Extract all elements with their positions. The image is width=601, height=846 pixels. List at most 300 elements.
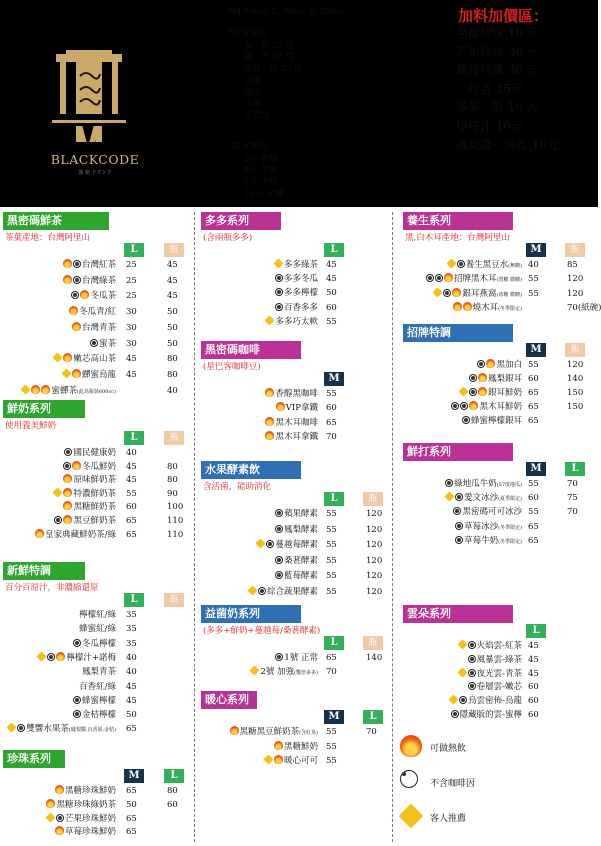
item-price-m: 65 [126, 827, 137, 838]
item-price-m: 55 [326, 756, 337, 766]
star-icon [250, 665, 260, 675]
fire-icon [469, 401, 478, 410]
item-price-m: 50 [126, 799, 137, 810]
fresh-milk-subtitle: 使用義美鮮奶 [5, 421, 57, 431]
item-price-b: 70(紙碗) [567, 302, 601, 313]
item-name: 檸檬紅/綠 [79, 610, 116, 620]
fire-icon [63, 501, 72, 510]
fire-icon [63, 353, 72, 362]
item-price-l: 45 [126, 695, 137, 706]
ice-option: 無：約 55 度 [244, 40, 295, 51]
ice-option: 正常冰 [244, 110, 270, 121]
no-caffeine-icon [73, 710, 81, 718]
menu-item [403, 415, 522, 428]
menu-item [3, 338, 116, 351]
size-header-b: 瓶 [565, 343, 585, 357]
item-name: 草莓冰沙 [464, 521, 499, 532]
item-name: 百香紅/綠 [79, 681, 116, 692]
star-icon [457, 639, 467, 649]
star-icon [446, 258, 456, 268]
item-price-l: 55 [326, 509, 337, 519]
no-caffeine-icon [457, 260, 465, 268]
fresh-special-subtitle: 百分百原汁，非濃縮還原 [5, 583, 99, 593]
yakult-banner: 多多系列 [201, 212, 281, 230]
menu-item [403, 668, 522, 681]
fire-icon [265, 417, 274, 426]
item-name: 多多冬瓜 [283, 274, 318, 285]
item-name: 多多檸檬 [283, 288, 318, 299]
item-price-m: 65 [528, 401, 539, 412]
item-note: (冬季限定) [498, 524, 522, 531]
menu-item [3, 785, 116, 798]
item-price-b: 120 [567, 288, 584, 299]
no-caffeine-icon [435, 274, 443, 282]
item-name: 卷層雲-嫩芯 [476, 682, 522, 693]
menu-item [201, 431, 318, 444]
brand-name: BLACKCODE [50, 152, 140, 167]
fire-icon [400, 735, 422, 757]
item-price-b: 85 [567, 260, 578, 270]
fire-icon [63, 474, 72, 483]
no-caffeine-icon [460, 402, 468, 410]
item-price-l: 40 [126, 448, 137, 458]
no-caffeine-icon [462, 416, 470, 424]
item-price-l: 65 [326, 653, 337, 663]
size-header-m: M [324, 710, 344, 724]
menu-item [201, 755, 318, 768]
star-icon [7, 723, 17, 733]
size-header-b: 瓶 [363, 636, 383, 650]
item-price-m: 55 [528, 274, 539, 285]
star-icon [53, 487, 63, 497]
cloud-banner: 雲朵系列 [403, 605, 513, 623]
menu-item [3, 652, 116, 665]
item-price-b: 50 [167, 338, 178, 349]
menu-item [3, 306, 116, 319]
item-price-l: 45 [126, 461, 137, 472]
item-price-l: 25 [126, 275, 137, 286]
item-price-l: 60 [528, 682, 539, 693]
menu-item [201, 417, 318, 430]
item-name: 多多綠茶 [283, 260, 318, 270]
item-price-l: 40 [126, 667, 137, 678]
menu-item [403, 654, 522, 667]
menu-item [403, 521, 522, 534]
health-banner: 養生系列 [403, 212, 513, 230]
no-caffeine-icon [468, 641, 476, 649]
addon-item: 黑糖珍珠 10 元 [456, 26, 539, 40]
menu-item [403, 695, 522, 708]
item-name: 鳳梨青茶 [81, 667, 116, 678]
no-caffeine-icon [455, 493, 463, 501]
no-caffeine-icon [275, 571, 283, 579]
item-price-l: 30 [126, 307, 137, 318]
menu-item [3, 353, 116, 366]
item-name: 招牌黑木耳 [453, 274, 497, 285]
size-header-l: L [124, 243, 144, 257]
no-caffeine-icon [275, 556, 283, 564]
no-caffeine-icon [468, 669, 476, 677]
menu-item [403, 288, 522, 301]
item-price-m: 60 [528, 493, 539, 504]
menu-item [3, 259, 116, 272]
item-name: 愛文冰沙 [464, 493, 499, 504]
item-name: 烏雲密佈-烏龍 [468, 696, 522, 707]
item-price-b: 40 [167, 385, 178, 396]
star-icon [247, 585, 257, 595]
item-name: VIP拿鐵 [285, 403, 318, 414]
item-note: (57度地瓜) [496, 482, 522, 488]
fire-icon [80, 290, 89, 299]
item-price-l: 60 [326, 302, 337, 313]
item-price-l: 70 [567, 479, 578, 489]
sweet-option: 5分-半糖 [244, 165, 278, 176]
item-price-l: 70 [366, 727, 377, 737]
addon-item: 鳳梨醬一湯匙 10元 [456, 137, 560, 152]
item-name: 黑糖黑豆鮮奶茶 [239, 727, 300, 737]
no-caffeine-icon [459, 696, 467, 704]
item-name: 黑糖珍珠鮮奶 [64, 786, 116, 796]
size-header-l: L [124, 431, 144, 445]
fresh-drinks-banner: 鮮打系列 [403, 443, 513, 461]
item-price-m: 55 [528, 288, 539, 299]
item-name: 蜂蜜檸檬銀耳 [470, 415, 522, 426]
fire-icon [452, 288, 461, 297]
no-caffeine-icon [275, 303, 283, 311]
item-price-l: 45 [326, 274, 337, 285]
fire-icon [265, 431, 274, 440]
star-icon [444, 492, 454, 502]
addon-item: 草莓珍珠 30 元 [456, 63, 539, 78]
no-caffeine-icon [63, 462, 71, 470]
no-caffeine-icon [275, 509, 283, 517]
item-price-b: 80 [167, 354, 178, 365]
fire-icon [274, 755, 283, 764]
menu-item [3, 813, 116, 826]
item-price-m: 65 [126, 786, 137, 796]
menu-item [3, 275, 116, 288]
item-price-l: 55 [326, 555, 337, 566]
coffee-banner: 黑密碼咖啡 [201, 341, 301, 359]
item-name: 黑木耳拿鐵 [275, 431, 318, 442]
item-price-l: 50 [326, 288, 337, 299]
menu-item [403, 640, 522, 653]
menu-item [3, 515, 116, 528]
no-caffeine-icon [47, 653, 55, 661]
item-price-l: 45 [326, 260, 337, 270]
item-price-l: 75 [567, 493, 578, 504]
item-price-l: 45 [126, 354, 137, 365]
legend-label: 不含咖啡因 [430, 779, 476, 789]
item-name: 蘋果酵素 [283, 509, 318, 519]
item-name: 冬瓜茶 [90, 291, 116, 302]
item-name: 火焰雲-紅茶 [476, 641, 522, 651]
item-price-l: 65 [126, 516, 137, 526]
item-price-l: 70 [326, 666, 337, 677]
enzyme-banner: 水果酵素飲 [201, 461, 301, 479]
item-name: 銀耳鮮奶 [487, 387, 522, 398]
item-note: (雙倍多多) [294, 669, 318, 676]
star-icon [449, 695, 459, 705]
no-caffeine-icon [73, 639, 81, 647]
item-price-l: 45 [126, 369, 137, 380]
no-caffeine-icon [445, 479, 453, 487]
item-note: (冰糖 微糖) [496, 291, 522, 298]
item-price-l: 65 [126, 724, 137, 735]
star-icon [37, 651, 47, 661]
star-icon [61, 368, 71, 378]
fresh-special-banner: 新鮮特調 [3, 562, 85, 580]
item-note: (黑糖 微糖) [496, 277, 522, 284]
no-caffeine-icon [477, 360, 485, 368]
menu-item [3, 461, 116, 474]
item-price-m: 60 [528, 373, 539, 384]
probiotic-banner: 益菌奶系列 [201, 605, 301, 623]
item-name: 冬瓜檸檬 [81, 638, 116, 649]
menu-item [3, 322, 116, 335]
no-caffeine-icon [275, 653, 283, 661]
menu-item [201, 388, 318, 401]
sweet-option: 7分-少糖 [244, 177, 278, 188]
menu-item [201, 741, 318, 754]
item-price-b: 90 [167, 488, 178, 499]
size-header-b: 瓶 [164, 431, 184, 445]
size-header-l: L [526, 624, 546, 638]
fire-icon [478, 373, 487, 382]
item-price-l: 55 [126, 488, 137, 499]
menu-item [3, 447, 116, 460]
size-header-l: L [164, 769, 184, 783]
menu-item [3, 799, 116, 812]
addons-title: 加料加價區： [458, 7, 549, 25]
fire-icon [72, 322, 81, 331]
no-caffeine-icon [453, 507, 461, 515]
item-name: 黑木耳鮮奶 [479, 401, 522, 412]
menu-item [201, 666, 318, 679]
fire-icon [276, 402, 285, 411]
item-price-b: 50 [167, 322, 178, 333]
no-caffeine-icon [258, 587, 266, 595]
size-header-b: 瓶 [164, 593, 184, 607]
size-header-l: L [565, 462, 585, 476]
item-price-m: 55 [528, 360, 539, 370]
no-caffeine-icon [275, 288, 283, 296]
item-name: 國民健康奶 [73, 448, 116, 458]
no-caffeine-icon [64, 448, 72, 456]
menu-item [201, 524, 318, 537]
star-icon [53, 353, 63, 363]
item-price-b: 100 [167, 502, 184, 513]
fire-icon [55, 826, 64, 835]
menu-item [201, 586, 318, 599]
menu-item [403, 401, 522, 414]
item-price-b: 50 [167, 307, 178, 318]
item-price-m: 65 [528, 521, 539, 532]
size-header-b: 瓶 [363, 492, 383, 506]
item-price-b: 120 [366, 540, 383, 550]
sweet-option: 3分-微糖 [244, 153, 278, 164]
item-name: 蜜蟬茶 [51, 385, 77, 396]
item-price-b: 120 [366, 509, 383, 519]
addons-list [456, 24, 559, 154]
item-name: 原味鮮奶茶 [73, 475, 116, 486]
menu-item [201, 259, 318, 272]
item-name: 隱藏版的雲-蜜檸 [459, 710, 522, 720]
item-price-m: 55 [528, 479, 539, 489]
menu-item [403, 681, 522, 694]
fire-icon [72, 461, 81, 470]
item-name: 銀耳燕窩 [462, 288, 497, 299]
item-name: 冬瓜鮮奶 [81, 461, 116, 472]
legend-label: 客人推薦 [430, 814, 467, 824]
size-header-b: 瓶 [565, 243, 585, 257]
no-caffeine-icon [469, 388, 477, 396]
fire-icon [478, 387, 487, 396]
fire-icon [63, 259, 72, 268]
item-name: 黑糖鮮奶 [283, 741, 318, 752]
item-price-b: 120 [366, 586, 383, 597]
item-price-m: 65 [528, 415, 539, 426]
item-price-l: 45 [126, 475, 137, 486]
fire-icon [230, 726, 239, 735]
no-caffeine-icon [56, 814, 64, 822]
fire-icon [444, 273, 453, 282]
item-price-m: 65 [126, 813, 137, 824]
size-header-b: 瓶 [164, 243, 184, 257]
addon-item: 多多一瓶 10 元 [456, 100, 539, 115]
item-name: 台灣青茶 [81, 322, 116, 333]
item-name: 芒果珍珠鮮奶 [64, 813, 116, 824]
column-divider [194, 212, 195, 842]
menu-item [201, 555, 318, 568]
item-name: 嫩芯高山茶 [73, 354, 116, 365]
item-price-m: 65 [528, 535, 539, 546]
item-price-l: 45 [528, 641, 539, 651]
item-price-l: 45 [126, 681, 137, 692]
star-icon [433, 287, 443, 297]
item-name: 黑豆鮮奶茶 [73, 516, 116, 526]
fire-icon [63, 488, 72, 497]
item-price-m: 65 [326, 417, 337, 428]
item-price-m: 70 [326, 431, 337, 442]
item-name: 特濃鮮奶茶 [73, 488, 116, 499]
item-note: (無糖) [508, 263, 522, 269]
no-caffeine-icon [468, 682, 476, 690]
item-price-b: 45 [167, 275, 178, 286]
fire-icon [63, 275, 72, 284]
item-price-b: 120 [366, 555, 383, 566]
menu-item [201, 570, 318, 583]
item-name: 草莓牛奶 [464, 535, 499, 546]
no-caffeine-icon [455, 522, 463, 530]
menu-item [201, 273, 318, 286]
probiotic-subtitle: (多多+鮮奶+蔓越莓/桑葚酵素) [203, 626, 321, 636]
brand-tagline: 黑 密 ドリンク [78, 170, 112, 176]
item-price-l: 45 [528, 668, 539, 679]
enzyme-subtitle: 含活菌，能助消化 [203, 482, 272, 492]
fire-icon [274, 741, 283, 750]
menu-item [201, 316, 318, 329]
pearl-banner: 珍珠系列 [3, 750, 65, 768]
item-price-b: 45 [167, 260, 178, 270]
menu-item [403, 259, 522, 272]
no-caffeine-icon [451, 402, 459, 410]
item-note: (鳳梨醬,百香果,金桔) [68, 727, 116, 734]
item-price-b: 120 [366, 524, 383, 535]
item-price-b: 150 [567, 387, 584, 398]
fire-icon [31, 385, 40, 394]
no-caffeine-icon [266, 540, 274, 548]
health-subtitle: 黑,白木耳產地：台灣阿里山 [405, 233, 510, 243]
size-header-m: M [324, 372, 344, 386]
item-name: 暖心可可 [283, 756, 318, 766]
menu-item [3, 529, 116, 542]
menu-item [3, 638, 116, 651]
item-name: 鳳梨酵素 [283, 524, 318, 535]
menu-item [403, 709, 522, 722]
ice-option: 少冰 [244, 99, 262, 110]
item-name: 藍莓酵素 [283, 571, 318, 581]
item-price-l: 65 [126, 529, 137, 540]
item-price-l: 35 [126, 610, 137, 620]
item-price-l: 60 [528, 696, 539, 707]
addon-item: 檸檬汁 10元 [456, 118, 524, 133]
menu-item [201, 402, 318, 415]
item-price-b: 80 [167, 461, 178, 472]
black-tea-subtitle: 茶葉產地：台灣阿里山 [5, 233, 91, 243]
menu-item [403, 359, 522, 372]
item-price-m: 65 [528, 387, 539, 398]
item-name: 風暴雲-綠茶 [476, 654, 522, 665]
item-name: 黑木耳咖啡 [275, 417, 318, 428]
item-name: 台灣綠茶 [81, 275, 116, 286]
fresh-milk-banner: 鮮奶系列 [3, 400, 85, 418]
menu-item [3, 623, 116, 636]
item-note: (含紅茶) [299, 730, 318, 736]
size-header-m: M [526, 462, 546, 476]
item-name: 檸檬汁+諾梅 [66, 652, 116, 663]
star-icon [263, 754, 273, 764]
item-price-b: 120 [567, 360, 584, 370]
item-price-l: 70 [567, 507, 578, 518]
star-icon [265, 315, 275, 325]
item-price-l: 25 [126, 291, 137, 302]
coffee-subtitle: (星巴客咖啡豆) [203, 362, 261, 372]
sweet-options [228, 142, 283, 201]
item-price-l: 30 [126, 338, 137, 349]
menu-item [3, 290, 116, 303]
no-caffeine-icon [400, 770, 418, 788]
no-caffeine-icon [71, 291, 79, 299]
item-price-l: 30 [126, 322, 137, 333]
item-name: 黑糖珍珠綠奶茶 [56, 799, 116, 810]
item-price-l: 55 [326, 540, 337, 550]
menu-item [3, 474, 116, 487]
fire-icon [72, 369, 81, 378]
star-icon [273, 258, 283, 268]
item-note: (此為瓶裝600cc) [76, 388, 116, 395]
item-name: 皇家典藏鮮奶茶/綠 [45, 529, 116, 540]
item-name: 冬瓜青/紅 [79, 307, 116, 318]
column-divider [392, 212, 393, 842]
item-name: 多多巧太軟 [275, 316, 318, 327]
fire-icon [55, 785, 64, 794]
item-price-m: 55 [326, 741, 337, 752]
no-caffeine-icon [73, 260, 81, 268]
item-name: 綠地瓜牛奶 [454, 479, 497, 489]
item-price-b: 80 [167, 475, 178, 486]
item-note: (冬季限定) [498, 538, 522, 545]
